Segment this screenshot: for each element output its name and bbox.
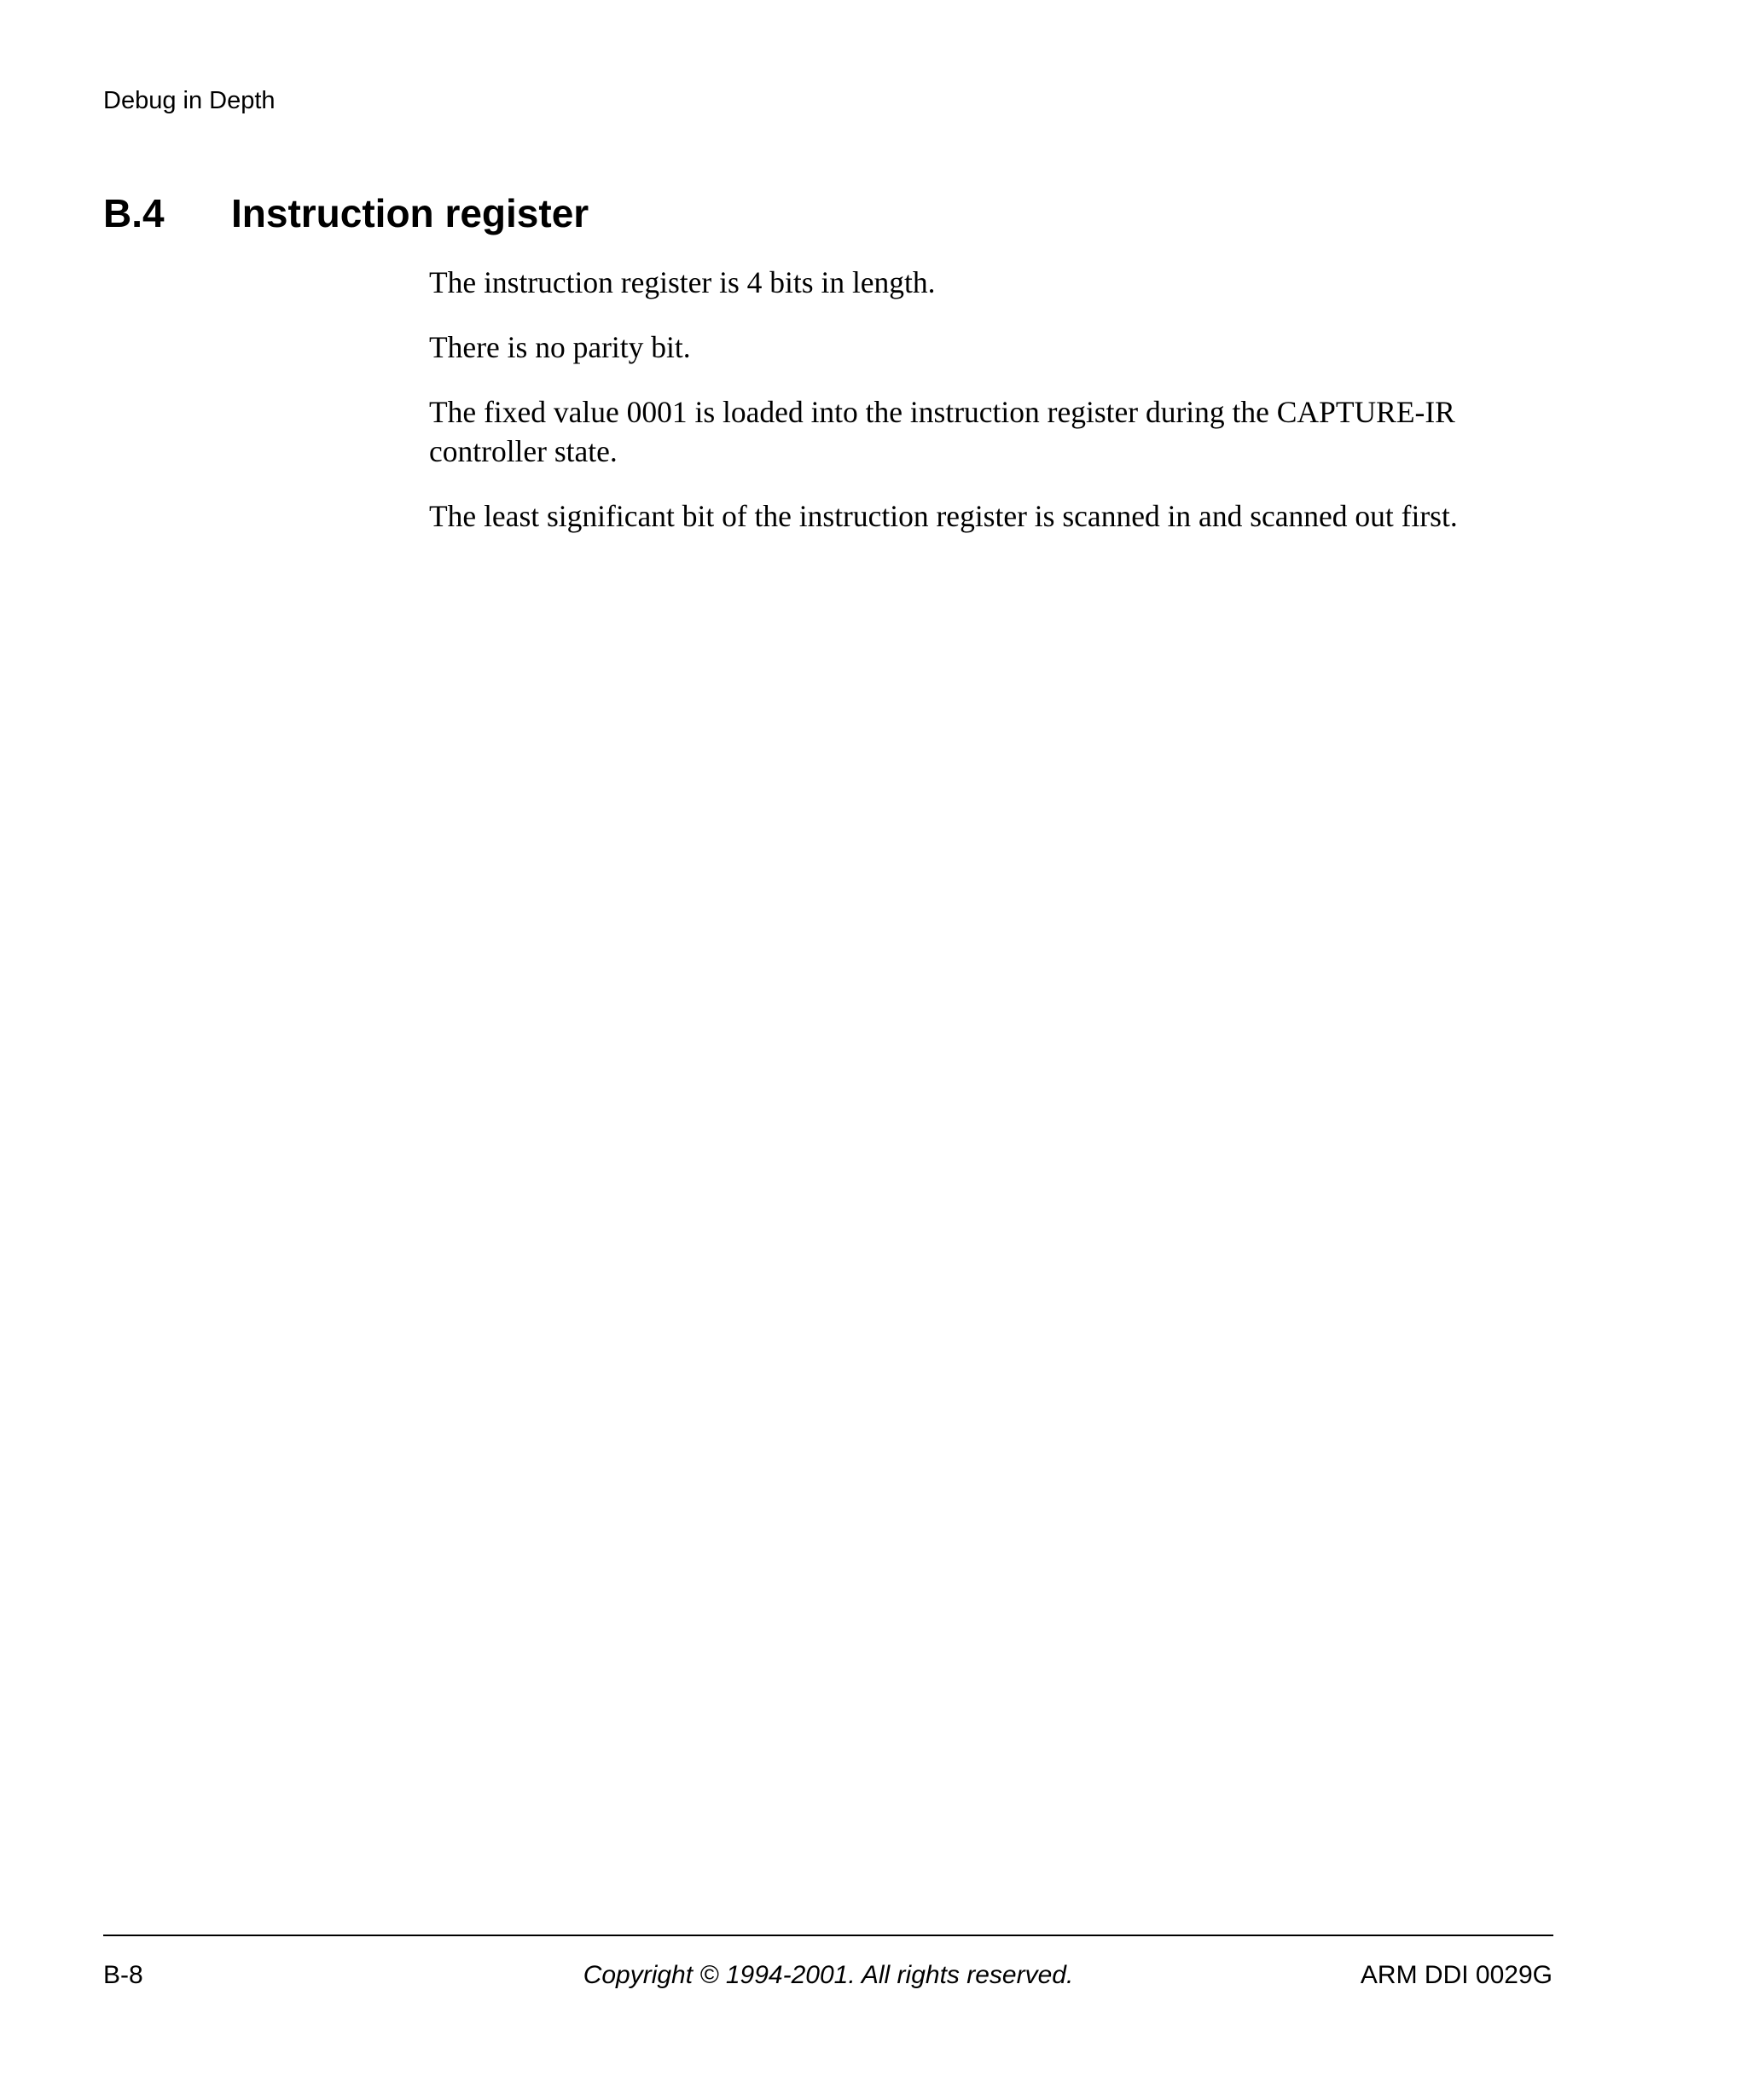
footer-page-number: B-8 — [103, 1961, 143, 1989]
footer-rule — [103, 1935, 1553, 1936]
running-header: Debug in Depth — [103, 87, 276, 114]
footer-copyright: Copyright © 1994-2001. All rights reserved. — [583, 1961, 1074, 1989]
body-text — [429, 263, 1555, 561]
paragraph: The fixed value 0001 is loaded into the instruction register during the CAPTURE-IR controller state. — [429, 395, 1455, 468]
paragraph: There is no parity bit. — [429, 330, 691, 364]
section-heading — [103, 189, 589, 237]
section-title: Instruction register — [231, 191, 589, 235]
paragraph: The instruction register is 4 bits in length. — [429, 265, 936, 299]
paragraph: The least significant bit of the instruction register is scanned in and scanned out first. — [429, 499, 1458, 533]
section-number: B.4 — [103, 191, 165, 235]
footer-document-id: ARM DDI 0029G — [1360, 1961, 1553, 1989]
